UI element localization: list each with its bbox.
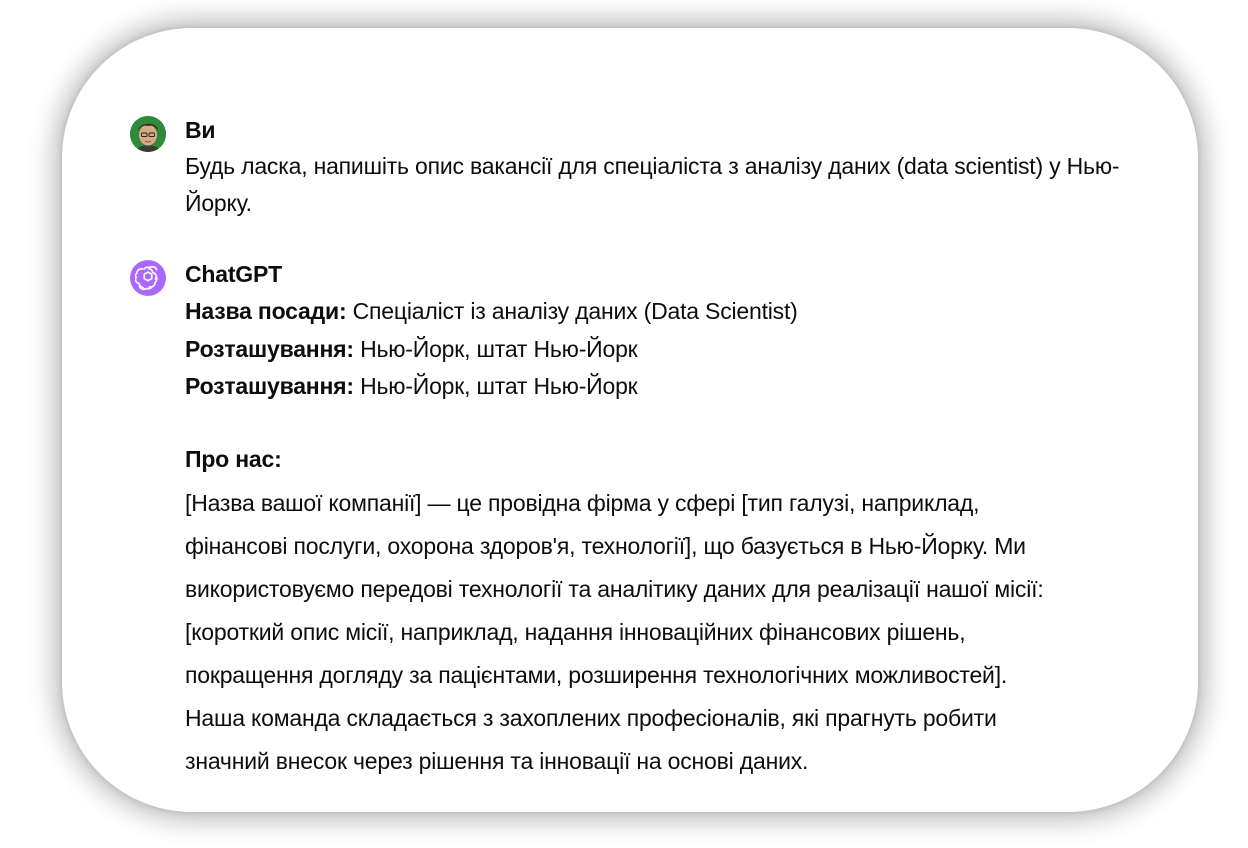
location-line bbox=[185, 331, 1175, 369]
field-label: Назва посади: bbox=[185, 298, 347, 324]
assistant-avatar bbox=[130, 260, 166, 296]
user-message-content bbox=[185, 114, 1175, 222]
about-us-heading: Про нас: bbox=[185, 445, 282, 472]
job-title-line bbox=[185, 293, 1175, 331]
user-author-name: Ви bbox=[185, 117, 216, 143]
paragraph-line: фінансові послуги, охорона здоров'я, технології], що базується в Нью-Йорку. Ми bbox=[185, 532, 1026, 559]
field-value: Нью-Йорк, штат Нью-Йорк bbox=[360, 335, 638, 362]
field-value: Нью-Йорк, штат Нью-Йорк bbox=[360, 373, 638, 399]
user-avatar bbox=[130, 116, 166, 152]
field-label: Розташування: bbox=[185, 335, 354, 362]
paragraph-line: використовуємо передові технології та аналітику даних для реалізації нашої місії: bbox=[185, 575, 1044, 602]
assistant-author-name: ChatGPT bbox=[185, 261, 282, 287]
paragraph-line: [Назва вашої компанії] — це провідна фірма у сфері [тип галузі, наприклад, bbox=[185, 489, 980, 516]
paragraph-line: покращення догляду за пацієнтами, розширення технологічних можливостей]. bbox=[185, 661, 1008, 688]
openai-logo-icon bbox=[135, 265, 161, 291]
assistant-message-content bbox=[185, 258, 1175, 783]
user-message-text: Будь ласка, напишіть опис вакансії для спеціаліста з аналізу даних (data scientist) у Нью-Йорку. bbox=[185, 153, 1120, 216]
chat-card bbox=[62, 28, 1198, 812]
paragraph-line: [короткий опис місії, наприклад, надання інноваційних фінансових рішень, bbox=[185, 618, 966, 645]
job-fields bbox=[185, 293, 1175, 406]
paragraph-line: значний внесок через рішення та інновації на основі даних. bbox=[185, 747, 809, 774]
field-label: Розташування: bbox=[185, 373, 354, 399]
field-value: Спеціаліст із аналізу даних (Data Scientist) bbox=[352, 298, 798, 324]
about-us-paragraph bbox=[185, 482, 1175, 783]
location-line-duplicate bbox=[185, 368, 1175, 406]
user-photo-avatar bbox=[130, 116, 166, 152]
paragraph-line: Наша команда складається з захоплених професіоналів, які прагнуть робити bbox=[185, 704, 997, 731]
